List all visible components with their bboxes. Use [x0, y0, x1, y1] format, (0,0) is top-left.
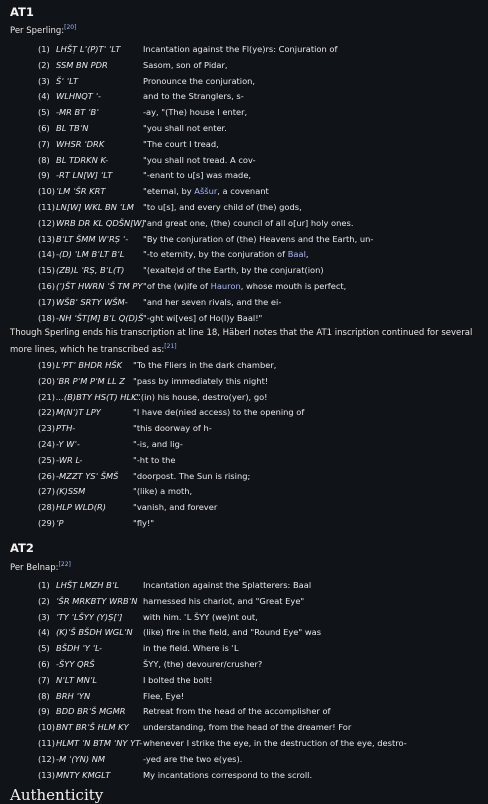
translation: [143, 580, 311, 590]
transliteration: WRB DR KL QDŠN[W]: [56, 217, 145, 228]
line-number: (12): [38, 217, 56, 228]
translation-text: "and her seven rivals, and the ei-: [143, 296, 282, 307]
transliteration: WŠBʿ SRTY WŠM-: [56, 296, 128, 307]
line-number: (9): [38, 706, 50, 717]
translation-text: "-is, and lig-: [133, 438, 183, 449]
translation-text: I bolted the bolt!: [143, 674, 213, 685]
at1-intro: Per Sperling:[20]: [10, 24, 77, 36]
citation-link[interactable]: [20]: [64, 24, 77, 31]
transliteration: WHSR ʿDRK: [56, 138, 105, 149]
transliteration: MNTY KMGLT: [56, 769, 111, 780]
transliteration: (ʿ)ŠT HWRN ʿŠ TM PY: [56, 280, 143, 291]
translation: [143, 202, 302, 212]
line-number: (3): [38, 611, 50, 622]
translation: [143, 627, 321, 637]
transliteration: LHŠṬ Lʿ(P)Tʿ ʿLT: [56, 44, 121, 54]
translation: [143, 643, 239, 653]
transliteration: -RT LN[W] ʿLT: [56, 170, 113, 181]
line-number: (18): [38, 312, 56, 323]
line-number: (23): [38, 423, 56, 434]
transliteration: ʿP: [56, 517, 64, 528]
line-number: (13): [38, 233, 56, 244]
translation: [143, 186, 269, 196]
translation-text: (like) fire in the field, and "Round Eye" was: [143, 627, 322, 638]
translation-text: "(exalte)d of the Earth, by the conjurat(ion): [143, 265, 324, 276]
translation: [143, 44, 337, 54]
translation: [143, 107, 247, 117]
translation: [143, 754, 242, 764]
translation: [143, 691, 184, 701]
translation-text: "By the conjuration of (the) Heavens and the Earth, un-: [143, 233, 374, 244]
transliteration: ʿTY ʿLŠYY (Y)Ṣ[ʿ]: [56, 611, 123, 622]
transliteration: SSM BN PDR: [56, 59, 108, 70]
translation-text: ŠYY, (the) devourer/crusher?: [143, 658, 263, 669]
citation-link[interactable]: [21]: [164, 343, 177, 350]
translation: [133, 407, 304, 417]
line-number: (6): [38, 658, 50, 669]
transliteration: -(D) ʿLM BʿLT BʿL: [56, 249, 125, 260]
wiki-link[interactable]: Hauron: [210, 280, 241, 291]
translation-text: "doorpost. The Sun is rising;: [133, 470, 251, 481]
transliteration: LN[W] WKL BN ʿLM: [56, 201, 134, 212]
line-number: (17): [38, 296, 56, 307]
wiki-link[interactable]: Aššur: [194, 186, 218, 197]
line-number: (16): [38, 280, 56, 291]
transliteration: NʿLT MNʿL: [56, 674, 98, 685]
line-number: (26): [38, 470, 56, 481]
line-number: (1): [38, 580, 50, 590]
translation: [143, 91, 244, 101]
translation-text: "and great one, (the) council of all o[ur] holy ones.: [143, 217, 354, 228]
citation-link[interactable]: [22]: [58, 561, 71, 568]
translation: [133, 423, 212, 433]
translation: [143, 722, 351, 732]
line-number: (5): [38, 643, 50, 654]
translation-text: "you shall not tread. A cov-: [143, 154, 256, 165]
translation-text: "The court I tread,: [143, 138, 219, 149]
translation: [143, 249, 309, 259]
translation-text: "you shall not enter.: [143, 122, 227, 133]
section-heading-authenticity: Authenticity: [10, 786, 104, 804]
line-number: (2): [38, 59, 50, 70]
translation: [143, 738, 407, 748]
line-number: (11): [38, 737, 56, 748]
translation-text: "fly!": [133, 517, 155, 528]
translation-text: "eternal, by: [143, 186, 195, 197]
line-number: (19): [38, 360, 56, 370]
translation-text: and to the Stranglers, s-: [143, 91, 244, 102]
transliteration: BL TDRKN K-: [56, 154, 109, 165]
line-number: (8): [38, 154, 50, 165]
translation: [143, 313, 262, 323]
translation-text: Incantation against the Splatterers: Baal: [143, 580, 312, 590]
translation: [143, 76, 255, 86]
transliteration: ʿŠR MRKBTY WRBʿN: [56, 595, 138, 606]
translation-text: , whose mouth is perfect,: [240, 280, 347, 291]
transliteration: (K)ʿŠ BŠDH WGLʿN: [56, 627, 133, 638]
transliteration: -MZZT YSʿ ŠMŠ: [56, 470, 119, 481]
transliteration: ʿLM ʿŠR KRT: [56, 186, 106, 197]
translation-text: harnessed his chariot, and "Great Eye": [143, 595, 305, 606]
line-number: (15): [38, 265, 56, 276]
translation-text: "of the (w)ife of: [143, 280, 211, 291]
transliteration: BNT BRʿŠ HLM KY: [56, 722, 129, 733]
transliteration: PTH-: [56, 423, 76, 434]
line-number: (7): [38, 674, 50, 685]
line-number: (29): [38, 517, 56, 528]
translation-text: Flee, Eye!: [143, 690, 185, 701]
translation-text: -ay, "(The) house I enter,: [143, 107, 248, 118]
line-number: (6): [38, 122, 50, 133]
translation: [133, 518, 154, 528]
translation-text: "-to eternity, by the conjuration of: [143, 249, 288, 260]
line-number: (11): [38, 201, 56, 212]
transliteration: HLMT ʿN BTM ʿNY YT-: [56, 737, 143, 748]
translation-text: with him. ʿL ŠYY (we)nt out,: [143, 611, 258, 622]
translation: [133, 486, 192, 496]
translation: [133, 439, 183, 449]
line-number: (9): [38, 170, 50, 181]
translation-text: Retreat from the head of the accomplisher of: [143, 706, 331, 717]
translation-text: "vanish, and forever: [133, 502, 218, 513]
translation: [143, 281, 346, 291]
translation-text: "-enant to u[s] was made,: [143, 170, 252, 181]
line-number: (13): [38, 769, 56, 780]
translation-text: My incantations correspond to the scroll.: [143, 769, 313, 780]
transliteration: BʿLT ŠMM WʿRṢ ʿ-: [56, 233, 129, 244]
transliteration: HLP WLD(R): [56, 502, 106, 513]
at2-intro: Per Belnap:[22]: [10, 561, 71, 573]
translation-text: ,: [305, 249, 309, 260]
translation-text: "(like) a moth,: [133, 486, 193, 497]
line-number: (14): [38, 249, 56, 260]
line-number: (25): [38, 454, 56, 465]
transliteration: ...(B)BTY HS(T) HLK": [56, 391, 141, 402]
line-number: (10): [38, 186, 56, 197]
line-number: (12): [38, 753, 56, 764]
translation: [143, 234, 373, 244]
transliteration: -MR BT ʿBʿ: [56, 107, 99, 118]
translation: [143, 170, 251, 180]
line-number: (3): [38, 75, 50, 86]
transliteration: BL TBʿN: [56, 122, 89, 133]
translation: [133, 502, 217, 512]
transliteration: BDD BRʿŠ MGMR: [56, 706, 126, 717]
translation: [143, 155, 256, 165]
translation: [143, 596, 304, 606]
section-heading-at1: AT1: [10, 5, 34, 19]
translation: [143, 770, 312, 780]
line-number: (8): [38, 690, 50, 701]
line-number: (10): [38, 722, 56, 733]
transliteration: ʿBR PʿM PʿM LL Z: [56, 375, 125, 386]
translation-text: understanding, from the head of the dreamer! For: [143, 722, 352, 733]
translation: [143, 706, 330, 716]
transliteration: LʿPTʿ BHDR HŠK: [56, 360, 123, 370]
section-heading-at2: AT2: [10, 541, 34, 555]
translation-text: "-ht to the: [133, 454, 176, 465]
line-number: (21): [38, 391, 56, 402]
translation-text: "to u[s], and every child of (the) gods,: [143, 201, 302, 212]
translation-text: "To the Fliers in the dark chamber,: [133, 360, 277, 370]
translation: [143, 675, 212, 685]
line-number: (1): [38, 44, 50, 54]
translation: [143, 612, 258, 622]
line-number: (20): [38, 375, 56, 386]
translation: [133, 360, 276, 370]
line-number: (27): [38, 486, 56, 497]
translation: [133, 471, 250, 481]
translation: [143, 60, 228, 70]
transliteration: -WR L-: [56, 454, 83, 465]
translation-text: in the field. Where is ʿL: [143, 643, 239, 654]
translation: [143, 297, 281, 307]
line-number: (24): [38, 438, 56, 449]
translation: [143, 218, 353, 228]
line-number: (4): [38, 91, 50, 102]
transliteration: LHŠṬ LMZH BʿL: [56, 580, 120, 590]
transliteration: WLHNQT ʿ-: [56, 91, 102, 102]
translation-text: Incantation against the Fl(ye)rs: Conjuration of: [143, 44, 338, 54]
translation-text: "I have de(nied access) to the opening of: [133, 407, 305, 418]
line-number: (22): [38, 407, 56, 418]
line-number: (4): [38, 627, 50, 638]
transliteration: -M ʿ(YN) NM: [56, 753, 106, 764]
translation-text: Sasom, son of Pidar,: [143, 59, 228, 70]
line-number: (2): [38, 595, 50, 606]
translation: [133, 392, 268, 402]
line-number: (28): [38, 502, 56, 513]
translation: [133, 376, 268, 386]
translation: [143, 139, 219, 149]
transliteration: (ZB)L ʿRṢ, BʿL(T): [56, 265, 125, 276]
transliteration: BŠDH ʿY ʿL-: [56, 643, 102, 654]
translation-text: whenever I strike the eye, in the destruction of the eye, destro-: [143, 737, 407, 748]
translation: [143, 265, 324, 275]
translation: [143, 123, 227, 133]
translation-text: -yed are the two e(yes).: [143, 753, 243, 764]
translation-text: "-ght wi[ves] of Ho(l)y Baal!": [143, 312, 263, 323]
transliteration: BRH ʿYN: [56, 690, 91, 701]
line-number: (7): [38, 138, 50, 149]
line-number: (5): [38, 107, 50, 118]
transition-paragraph: Though Sperling ends his transcription at line 18, Häberl notes that the AT1 inscription continued for several more lines, which he transcribed as:[21]: [10, 328, 473, 355]
wiki-link[interactable]: Baal: [287, 249, 306, 260]
transliteration: Šʿ ʿLT: [56, 75, 79, 86]
translation-text: Pronounce the conjuration,: [143, 75, 256, 86]
translation: [133, 455, 176, 465]
transliteration: -NH ʿŠT[M] BʿL Q(D)Š: [56, 312, 144, 323]
transliteration: M(Nʿ)T LPY: [56, 407, 101, 418]
translation: [143, 659, 262, 669]
transliteration: -Y Wʿ-: [56, 438, 80, 449]
translation-text: , a covenant: [217, 186, 269, 197]
translation-text: "pass by immediately this night!: [133, 375, 269, 386]
translation-text: "this doorway of h-: [133, 423, 212, 434]
transliteration: (K)SSM: [56, 486, 86, 497]
transliteration: -ŠYY QRŠ: [56, 658, 95, 669]
translation-text: ...(in) his house, destro(yer), go!: [133, 391, 268, 402]
